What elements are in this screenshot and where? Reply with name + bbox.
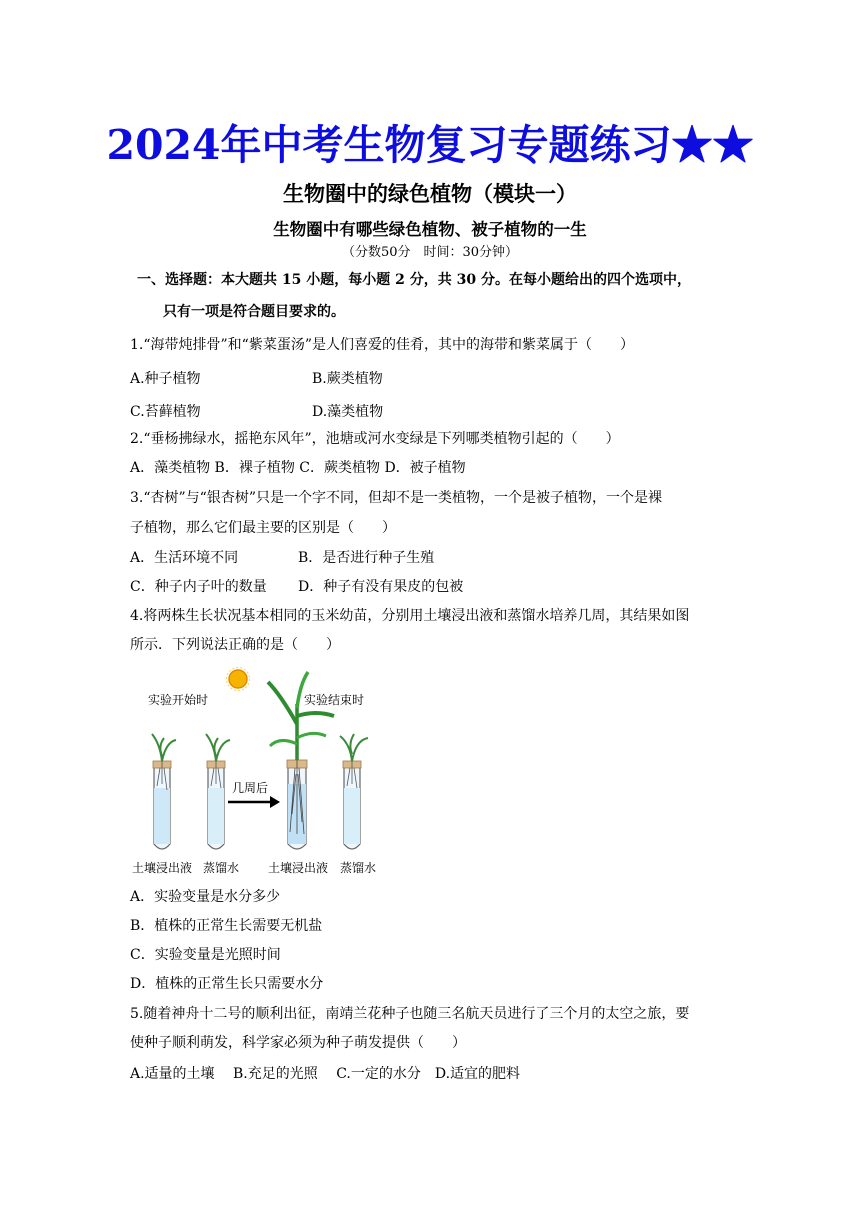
label-tube-3: 土壤浸出液 bbox=[268, 861, 329, 875]
section-heading-line2: 只有一项是符合题目要求的。 bbox=[163, 304, 345, 320]
tube-1 bbox=[152, 734, 176, 849]
label-tube-4: 蒸馏水 bbox=[340, 861, 377, 875]
question-5-stem-line1: 5.随着神舟十二号的顺利出征，南靖兰花种子也随三名航天员进行了三个月的太空之旅，要 bbox=[130, 1006, 690, 1022]
main-title: 2024年中考生物复习专题练习★★ bbox=[106, 121, 754, 169]
question-3-stem-line2: 子植物，那么它们最主要的区别是（ ） bbox=[130, 520, 396, 536]
tube-4 bbox=[340, 734, 368, 849]
exam-meta: （分数50分 时间：30分钟） bbox=[341, 245, 519, 260]
question-2-stem: 2.“垂杨拂绿水，摇艳东风年”，池塘或河水变绿是下列哪类植物引起的（ ） bbox=[130, 431, 620, 447]
topic-title: 生物圈中有哪些绿色植物、被子植物的一生 bbox=[273, 220, 587, 239]
question-3-option-a: A．生活环境不同 bbox=[130, 550, 239, 566]
question-1-option-b: B.蕨类植物 bbox=[312, 371, 383, 387]
question-5-options: A.适量的土壤 B.充足的光照 C.一定的水分 D.适宜的肥料 bbox=[130, 1066, 521, 1082]
question-2-options: A．藻类植物 B．裸子植物 C．蕨类植物 D．被子植物 bbox=[130, 460, 466, 476]
tube-2 bbox=[206, 734, 230, 849]
question-4-stem-line2: 所示．下列说法正确的是（ ） bbox=[130, 637, 340, 653]
question-5-stem-line2: 使种子顺利萌发，科学家必须为种子萌发提供（ ） bbox=[130, 1035, 466, 1051]
sun-icon bbox=[227, 668, 250, 691]
section-heading-line1: 一、选择题：本大题共 15 小题，每小题 2 分，共 30 分。在每小题给出的四个选项中， bbox=[137, 272, 691, 288]
experiment-figure-svg bbox=[130, 664, 390, 878]
question-4-option-d: D．植株的正常生长只需要水分 bbox=[130, 976, 324, 992]
question-4-option-b: B．植株的正常生长需要无机盐 bbox=[130, 918, 323, 934]
experiment-figure bbox=[130, 664, 390, 878]
question-3-option-d: D．种子有没有果皮的包被 bbox=[298, 579, 464, 595]
question-4-option-a: A．实验变量是水分多少 bbox=[130, 889, 281, 905]
label-end: 实验结束时 bbox=[304, 693, 365, 707]
label-arrow: 几周后 bbox=[232, 781, 269, 795]
label-tube-2: 蒸馏水 bbox=[203, 861, 240, 875]
question-4-stem-line1: 4.将两株生长状况基本相同的玉米幼苗，分别用土壤浸出液和蒸馏水培养几周，其结果如图 bbox=[130, 608, 690, 624]
question-1-option-a: A.种子植物 bbox=[130, 371, 201, 387]
question-1-option-d: D.藻类植物 bbox=[312, 404, 384, 420]
question-3-option-c: C．种子内子叶的数量 bbox=[130, 579, 267, 595]
label-tube-1: 土壤浸出液 bbox=[132, 861, 193, 875]
module-title: 生物圈中的绿色植物（模块一） bbox=[283, 181, 577, 206]
label-start: 实验开始时 bbox=[148, 693, 209, 707]
question-4-option-c: C．实验变量是光照时间 bbox=[130, 947, 281, 963]
question-1-option-c: C.苔藓植物 bbox=[130, 404, 201, 420]
question-3-option-b: B．是否进行种子生殖 bbox=[298, 550, 435, 566]
question-3-stem-line1: 3.“杏树”与“银杏树”只是一个字不同，但却不是一类植物，一个是被子植物，一个是裸 bbox=[130, 490, 662, 506]
arrow-icon bbox=[228, 796, 280, 808]
question-1-stem: 1.“海带炖排骨”和“紫菜蛋汤”是人们喜爱的佳肴，其中的海带和紫菜属于（ ） bbox=[130, 337, 634, 353]
